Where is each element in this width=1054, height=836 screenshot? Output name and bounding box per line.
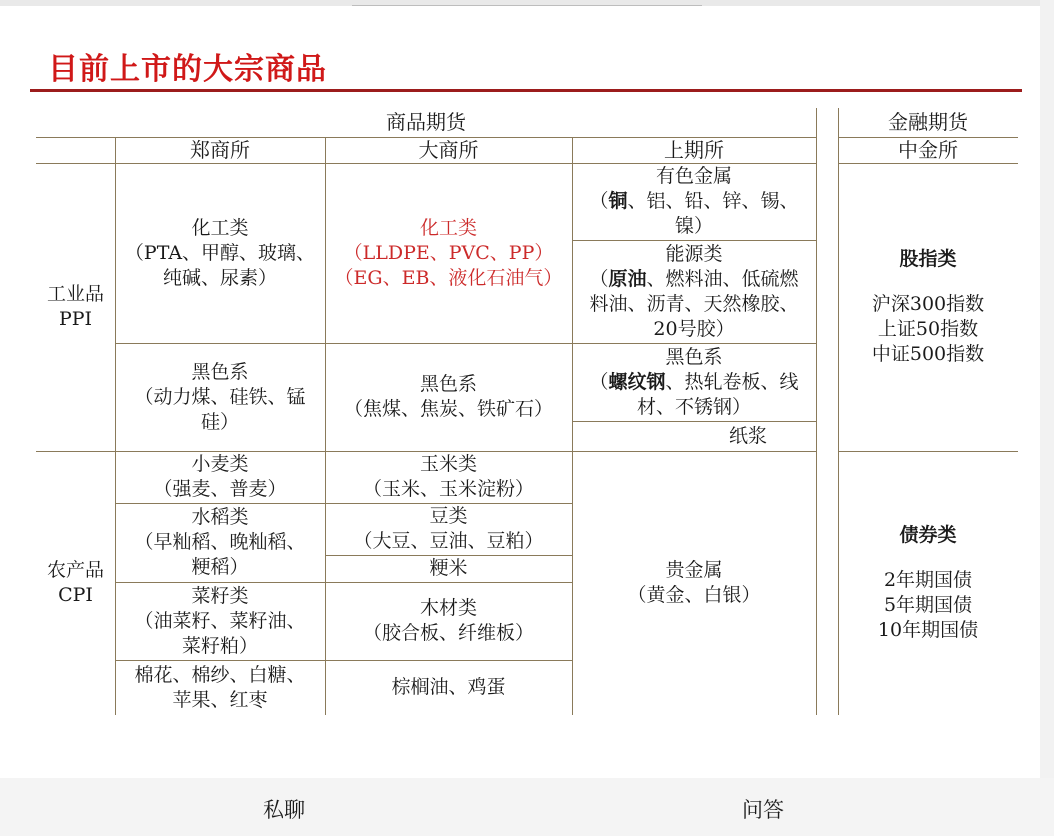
slide-title: 目前上市的大宗商品 xyxy=(48,52,327,87)
cell-line: 黑色系 xyxy=(191,360,249,383)
dce-wood-cell xyxy=(325,582,572,660)
dce-beans-cell xyxy=(325,503,572,555)
cell-line: 材、不锈钢） xyxy=(636,395,751,418)
dce-corn-cell xyxy=(325,451,572,503)
cell-line: 有色金属 xyxy=(655,165,732,187)
row-label-line: PPI xyxy=(58,308,93,330)
industrial-row-label xyxy=(36,163,115,451)
cell-line: 硅） xyxy=(200,410,239,433)
cell-line: （黄金、白银） xyxy=(627,584,761,606)
cell-line: 上证50指数 xyxy=(877,318,979,340)
zce-rice-cell xyxy=(115,503,325,582)
zce-wheat-cell xyxy=(115,451,325,503)
cell-line: 粳稻） xyxy=(191,556,249,578)
shfe-nonferrous-cell xyxy=(572,163,816,240)
cell-line: （玉米、玉米淀粉） xyxy=(362,478,534,500)
cell-line: 镍） xyxy=(674,215,713,237)
financial-futures-header: 金融期货 xyxy=(888,110,968,134)
cell-line: 黑色系 xyxy=(665,345,723,368)
cell-line: （PTA、甲醇、玻璃、 xyxy=(124,241,316,264)
cell-line: （LLDPE、PVC、PP） xyxy=(343,241,554,264)
cell-line: （油菜籽、菜籽油、 xyxy=(134,609,306,632)
zce-others-cell xyxy=(115,660,325,715)
exchange-shfe-header: 上期所 xyxy=(664,137,724,162)
grid-line xyxy=(816,108,817,715)
exchange-cffex-header: 中金所 xyxy=(898,137,958,162)
cell-line: 黑色系 xyxy=(419,373,477,395)
cell-line: 化工类 xyxy=(191,216,249,239)
title-rule xyxy=(30,89,1022,92)
cell-head: 债券类 xyxy=(899,524,957,546)
cell-line: 菜籽粕） xyxy=(181,634,258,657)
cell-line: 5年期国债 xyxy=(883,594,973,616)
dce-japonica-cell: 粳米 xyxy=(429,557,468,579)
dce-others-cell: 棕榈油、鸡蛋 xyxy=(391,676,506,698)
private-chat-button[interactable]: 私聊 xyxy=(263,798,305,822)
cell-line: 棉花、棉纱、白糖、 xyxy=(134,663,306,686)
cell-line: 料油、沥青、天然橡胶、 xyxy=(589,292,799,315)
cell-line: 玉米类 xyxy=(419,453,477,475)
row-label-line: CPI xyxy=(58,584,93,606)
zce-ferrous-cell xyxy=(115,343,325,451)
shfe-pulp-cell: 纸浆 xyxy=(728,424,767,447)
row-label-line: 农产品 xyxy=(46,559,104,581)
cell-line: 菜籽类 xyxy=(191,584,249,607)
top-divider xyxy=(352,5,702,6)
cell-line: （动力煤、硅铁、锰 xyxy=(134,385,306,408)
exchange-dce-header: 大商所 xyxy=(418,137,479,162)
shfe-energy-cell xyxy=(572,240,816,343)
cell-line: （EG、EB、液化石油气） xyxy=(334,266,563,289)
right-edge xyxy=(1040,0,1054,780)
cell-line: （强麦、普麦） xyxy=(153,478,287,500)
cell-line: 苹果、红枣 xyxy=(172,688,268,711)
cell-line: 水稻类 xyxy=(191,506,249,528)
cell-line: 纯碱、尿素） xyxy=(162,266,277,289)
row-label-line: 工业品 xyxy=(46,283,104,305)
cell-line: （焦煤、焦炭、铁矿石） xyxy=(343,398,553,420)
zce-rapeseed-cell xyxy=(115,582,325,660)
dce-ferrous-cell xyxy=(325,343,572,451)
cell-line: 20号胶） xyxy=(653,317,735,340)
cell-line: （大豆、豆油、豆粕） xyxy=(353,530,544,552)
cell-line: （原油、燃料油、低硫燃 xyxy=(589,267,799,290)
commodity-futures-header: 商品期货 xyxy=(386,110,466,134)
cell-line: 贵金属 xyxy=(665,559,723,581)
cell-line: 沪深300指数 xyxy=(871,293,985,315)
dce-chemicals-cell xyxy=(325,163,572,343)
cell-line: （胶合板、纤维板） xyxy=(362,622,534,644)
cffex-stock-index-cell xyxy=(838,163,1018,451)
cell-line: 豆类 xyxy=(429,505,468,527)
cell-line: 10年期国债 xyxy=(877,619,979,641)
cell-line: 2年期国债 xyxy=(883,569,973,591)
cell-line: 化工类 xyxy=(419,216,477,239)
exchange-zce-header: 郑商所 xyxy=(190,137,250,162)
zce-chemicals-cell xyxy=(115,163,325,343)
shfe-precious-cell xyxy=(572,451,816,715)
cell-line: 小麦类 xyxy=(191,453,249,475)
cell-line: 木材类 xyxy=(419,597,477,619)
qa-button[interactable]: 问答 xyxy=(742,798,784,822)
shfe-ferrous-cell xyxy=(572,343,816,421)
cffex-bond-cell xyxy=(838,451,1018,715)
cell-line: （早籼稻、晚籼稻、 xyxy=(134,531,306,553)
cell-line: （铜、铝、铅、锌、锡、 xyxy=(589,190,799,212)
cell-head: 股指类 xyxy=(899,248,957,270)
cell-line: （螺纹钢、热轧卷板、线 xyxy=(589,370,799,393)
bottom-action-bar xyxy=(0,778,1054,836)
cell-line: 能源类 xyxy=(665,242,723,265)
agricultural-row-label xyxy=(36,451,115,715)
cell-line: 中证500指数 xyxy=(871,343,985,365)
